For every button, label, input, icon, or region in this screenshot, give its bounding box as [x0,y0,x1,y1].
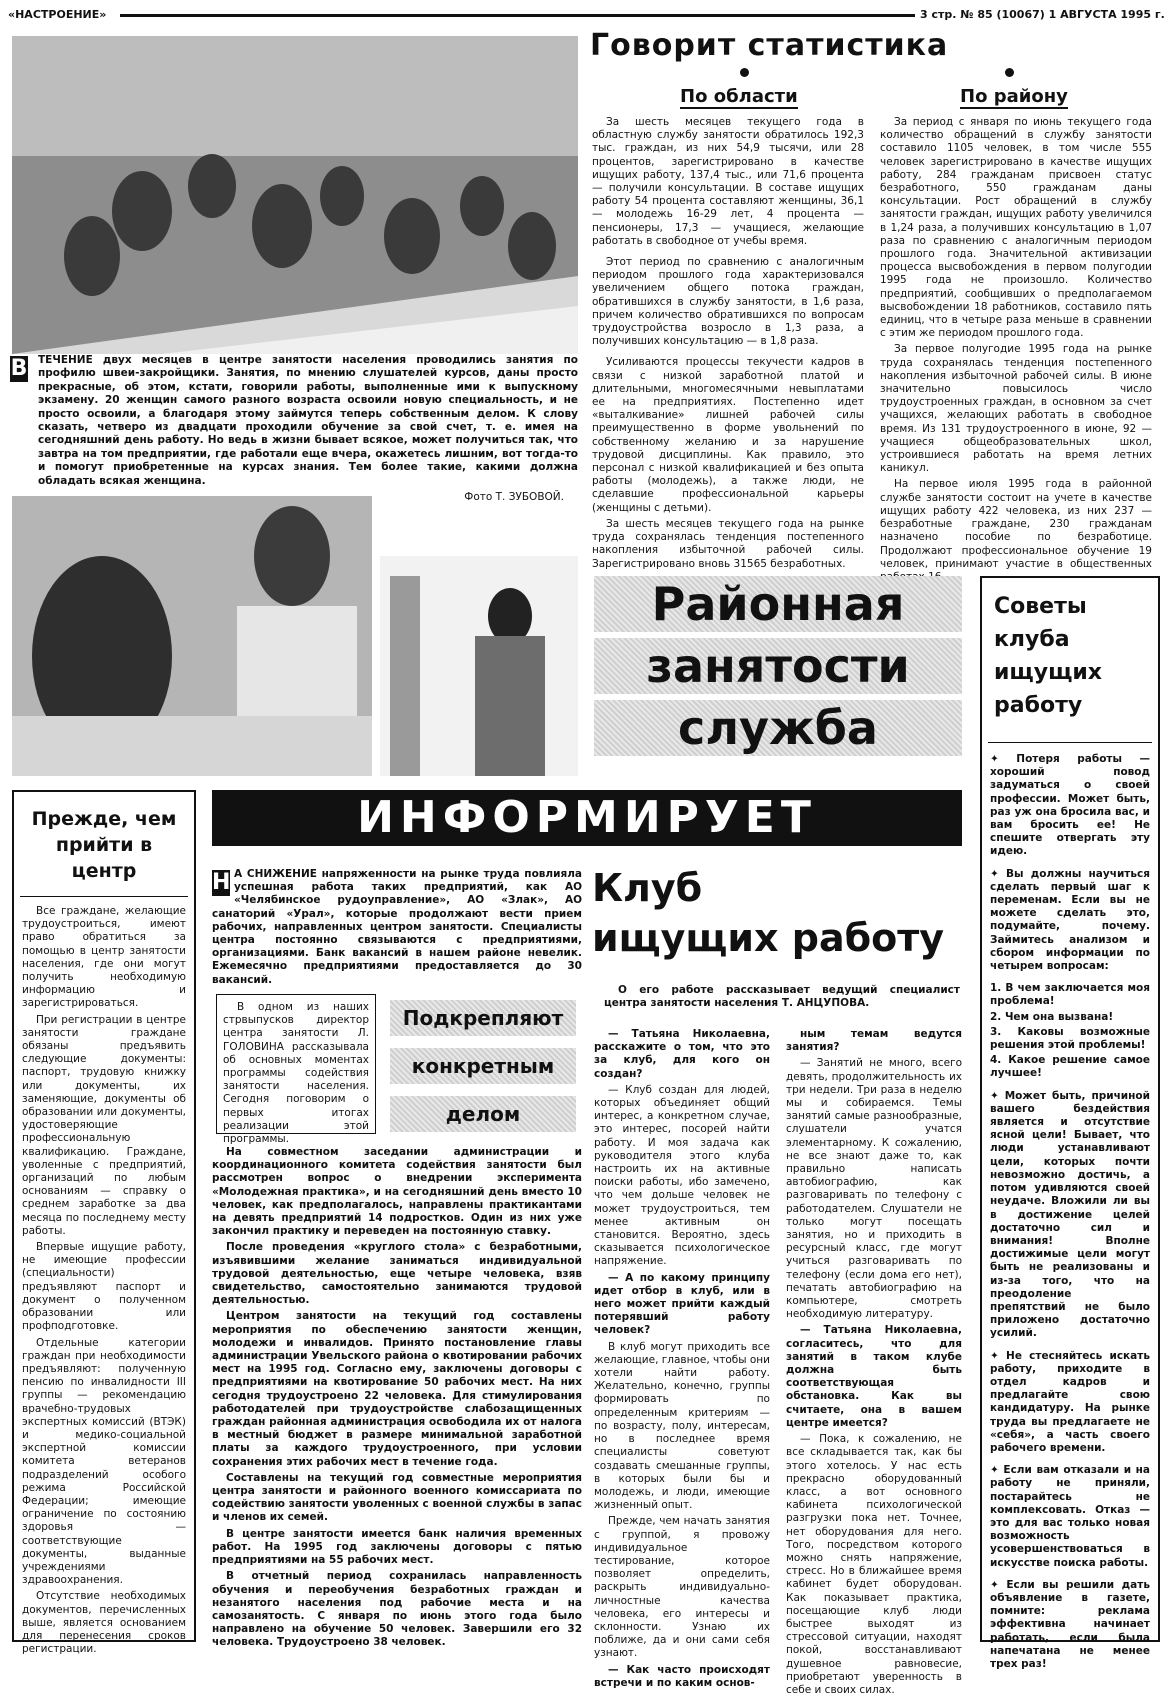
banner-line-2: занятости [594,638,962,694]
advice-question-4: 4. Какое решение самое лучшее! [990,1054,1150,1080]
left-column-title: Прежде, чем прийти в центр [31,808,177,882]
stats-oblast-heading: По области [680,86,798,107]
club-column-1 [594,1028,770,1693]
advice-item-5: ✦ Если вам отказали и на работу не приняли, постарайтесь не комплексовать. Отказ — это для вас только новая возможность усовершенствоваться в искусстве поиска работы. [990,1464,1150,1569]
club-title-2: ищущих работу [592,916,945,960]
caption-text: ТЕЧЕНИЕ двух месяцев в центре занятости населения проводились занятия по профилю швеи-закройщики. Занятия, по мнению слушателей курсов, даны просто прекрасные, об этом, кстати, говорили работы, выполненные ими к выпускному экзамену. 20 женщин самого разного возраста освоили новую специальность, и не просто освоили, а благодаря этому займутся теперь собственным делом. К слову сказать, четверо из двадцати проходили обучение за свой счет, т. е. имея на сегодняшний день работу. Но ведь в жизни бывает всякое, может получиться так, что завтра на том предприятии, где работали еще вчера, окажетесь лишним, вот тогда-то и помогут приобретенные на курсах знания. Тем более такие, какими должна обладать всякая женщина. [38,354,578,487]
stats-oblast-p3: Усиливаются процессы текучести кадров в связи с низкой заработной платой и длительными, многомесячными невыплатами ее на предприятиях. Постепенно идет «выталкивание» лишней рабочей силы преимущественно в форме увольнений по собственному желанию и за нарушение трудовой дисциплины. Как правило, это персонал с низкой квалификацией и без опыта работы (молодежь), а также люди, не сделавшие профессиональной карьеры (женщины с детьми). [592,356,864,514]
caption-dropcap: В [10,356,28,381]
club-title-1: Клуб [592,866,703,910]
stats-oblast-p4: За шесть месяцев текущего года на рынке труда сохранялась тенденция постепенного накопления избыточной рабочей силы. Зарегистрировано вновь 31565 безработных. [592,517,864,570]
middle-lead: Н А СНИЖЕНИЕ напряженности на рынке труда повлияла успешная работа таких предприятий, как АО «Челябинское рудоуправление», АО «Злак», АО санаторий «Урал», которые продолжают вести прием рабочих, направленных центром занятости. Специалисты центра постоянно связываются с предприятиями, организациями. Банк вакансий в нашем районе невелик. Ежемесячно предприятиями предоставляется до 30 вакансий. [212,868,582,986]
advice-question-3: 3. Каковы возможные решения этой проблемы! [990,1025,1150,1052]
left-p4: Отдельные категории граждан при необходимости предъявляют: полученную пенсию по инвалидности III группы — рекомендацию врачебно-трудовых экспертных комиссий (ВТЭК) и медико-социальной экспертной комиссии комитета ветеранов подразделений особого режима Российской Федерации; имеющие ограничение по состоянию здоровья — соответствующие документы, выданные учреждениями здравоохранения. [22,1336,186,1587]
header-right: 3 стр. № 85 (10067) 1 АВГУСТА 1995 г. [920,8,1165,21]
header-left: «НАСТРОЕНИЕ» [8,8,107,21]
photo-office-left [12,496,372,776]
stats-oblast-p1: За шесть месяцев текущего года в областную службу занятости обратилось 192,3 тыс. граждан, из них 54,9 тысячи, или 28 процентов, зарегистрировано в качестве ищущих работу, 137,4 тыс., или 71,6 процента — получили консультации. В составе ищущих работу 54 процента составляют женщины, 36,1 — молодежь 16-29 лет, 4 процента — пенсионеры, 17,3 — учащиеся, желающие работать в свободное от учебы время. [592,116,864,247]
advice-item-6: ✦ Если вы решили дать объявление в газете, помните: реклама эффективна начинает работать, если была напечатана не менее трех раз! [990,1578,1150,1670]
left-p2: При регистрации в центре занятости граждане обязаны предъявить следующие документы: паспорт, трудовую книжку или документы, их заменяющие, документы об образовании или документы, удостоверяющие профессиональную квалификацию. Граждане, уволенные с предприятий, организаций по любым основаниям — справку о среднем заработке за два месяца по последнему месту работы. [22,1013,186,1237]
middle-p3: Центром занятости на текущий год составлены мероприятия по обеспечению занятости женщин, молодежи и инвалидов. Принято постановление главы администрации Увельского района о квотировании рабочих мест на 1995 год. Согласно ему, заключены договоры с предприятиями на квотирование 50 рабочих мест. На них сегодня трудоустроено 22 человека. Для стимулирования работодателей при трудоустройстве слабозащищенных граждан районная администрация освободила их от налога в местный бюджет в размере минимальной заработной платы за каждого трудоустроенного, при условии сохранения этих рабочих мест в течение года. [212,1310,582,1468]
photo-office-right [380,556,578,776]
header-rule [120,14,915,17]
middle-intro-box [216,994,376,1146]
stats-rayon-heading: По району [960,86,1068,107]
banner-line-3: служба [594,700,962,756]
bullet-dot [1005,68,1014,77]
club-paragraph: — Татьяна Николаевна, согласитесь, что для занятий в таком клубе должна быть соответствующая обстановка. Как вы считаете, она в вашем центре имеется? [786,1324,962,1429]
advice-item-2: ✦ Вы должны научиться сделать первый шаг к переменам. Если вы не можете сделать это, подумайте, почему. Займитесь анализом и сбором информации по четырем вопросам: [990,867,1150,973]
advice-item-4: ✦ Не стесняйтесь искать работу, приходите в отдел кадров и предлагайте свою кандидатуру. На рынке труда вы предлагаете не «себя», а часть своего рабочего времени. [990,1349,1150,1454]
stats-oblast-p2: Этот период по сравнению с аналогичным периодом прошлого года характеризовался увеличением общего потока граждан, обратившихся в службу занятости, в 1,6 раза, причем количество обратившихся по вопросам трудоустройства возросло в 1,3 раза, а получивших консультацию — в 1,8 раза. [592,256,864,348]
stats-rayon-p3: На первое июля 1995 года в районной службе занятости состоит на учете в качестве ищущих работу 422 человека, из них 237 — безработные граждане, 230 гражданам назначено пособие по безработице. Продолжают профессиональное обучение 19 человек, принимают участие в общественных [880,478,1152,570]
club-paragraph: В клуб могут приходить все желающие, главное, чтобы они хотели найти работу. Желательно, конечно, группы формировать по определенным критериям — по возрасту, полу, интересам, но в последнее время специалисты советуют создавать смешанные группы, в которых были бы и молодежь, и люди, имеющие жизненный опыт. [594,1340,770,1512]
middle-dropcap: Н [212,870,231,895]
club-paragraph: — Пока, к сожалению, не все складывается так, как бы этого хотелось. У нас есть прекрасно оборудованный класс, а вот основного кабинета психологической разгрузки пока нет. Точнее, нет оборудования для него. Того, посредством которого можно снять напряжение, стресс. Но в ближайшее время кабинет будет оборудован. Как показывает практика, посещающие клуб люди быстрее выходят из стрессовой ситуации, находят покой, восстанавливают душевное равновесие, приобретают уверенность в себе и своих силах. [786,1433,962,1696]
left-p3: Впервые ищущие работу, не имеющие профессии (специальности) предъявляют паспорт и документ о полученном образовании или профподготовке. [22,1241,186,1333]
club-paragraph: Прежде, чем начать занятия с группой, я провожу индивидуальное тестирование, которое позволяет определить, раскрыть индивидуально-личностные качества человека, его интересы и склонности. Узнаю их поближе, да и они сами себя узнают. [594,1515,770,1660]
middle-p4: Составлены на текущий год совместные мероприятия центра занятости и районного военного комиссариата по содействию занятости уволенных с военной службы в запас и членов их семей. [212,1471,582,1524]
photo-credit: Фото Т. ЗУБОВОЙ. [464,491,564,504]
stats-title: Говорит статистика [590,28,949,63]
middle-body [212,1146,582,1653]
banner-line-1: Районная [594,576,962,632]
club-paragraph: ным темам ведутся занятия? [786,1028,962,1054]
advice-box [980,576,1160,1670]
advice-question-2: 2. Чем она вызвана! [990,1010,1114,1023]
advice-question-1: 1. В чем заключается моя проблема! [990,982,1150,1008]
sub-heading-2: конкретным [390,1048,576,1084]
club-paragraph: — Клуб создан для людей, которых объединяет общий интерес, а конкретном случае, это интерес, посорей найти работу. И моя задача как руководителя этого клуба настроить их на активные поиски работы, ибо замечено, что чем дольше человек не может трудоустроиться, тем менее активным он становится. Вероятно, здесь сказывается психологическое напряжение. [594,1083,770,1268]
left-p1: Все граждане, желающие трудоустроиться, имеют право обратиться за помощью в центр занятости населения, где они могут получить необходимую информацию и зарегистрироваться. [22,905,186,1010]
advice-item-3: ✦ Может быть, причиной вашего бездействия является и отсутствие ясной цели! Бывает, что люди устанавливают цели, которых почти невозможно достичь, а потом удивляются своей неудаче. Вложили ли вы в достижение целей достаточно сил и внимания! Вполне достижимые цели могут быть не реализованы и из-за того, что на преодоление препятствий не было приложено достаточно усилий. [990,1089,1150,1340]
stats-rayon-column [880,116,1152,587]
middle-box-text: В одном из наших стрвыпусков директор центра занятости Л. ГОЛОВИНА рассказывала об основных моментах программы содействия занятости населения. Сегодня поговорим о первых итогах реализации этой программы. [223,1001,369,1146]
club-paragraph: — Занятий не много, всего девять, продолжительность их три недели. Три раза в неделю мы и собираемся. Темы занятий самые разнообразные, слушатели учатся элементарному. К сожалению, не все знают даже то, как правильно написать автобиографию, как разговаривать по телефону с работодателем. Слушатели не только могут посещать занятия, но и приходить в ресурсный класс, где могут учиться разговаривать по телефону (если дома его нет), печатать автобиографию на компьютере, смотреть необходимую литературу. [786,1057,962,1321]
middle-p6: В отчетный период сохранилась направленность обучения и переобучения безработных граждан и незанятого населения под рабочие места и на самозанятость. С января по июнь этого года было направлено на обучение 50 человек. Завершили его 32 человека. Трудоустроено 38 человек. [212,1570,582,1649]
middle-p5: В центре занятости имеется банк наличия временных работ. На 1995 год заключены договоры с пятью предприятиями на 55 рабочих мест. [212,1527,582,1567]
club-paragraph: — Татьяна Николаевна, расскажите о том, что это за клуб, для кого он создан? [594,1028,770,1080]
club-paragraph: — А по какому принципу идет отбор в клуб, или в него может прийти каждый потерявший работу человек? [594,1271,770,1337]
club-column-2 [786,1028,962,1700]
stats-rayon-p2: За первое полугодие 1995 года на рынке труда сохранялась тенденция постепенного накопления избыточной рабочей силы. В июне значительно повысилось число трудоустроенных граждан, в основном за счет учащихся, желающих работать в свободное время. Из 131 трудоустроенного в июне, 92 — учащиеся общеобразовательных школ, устроившиеся работать на время летних каникул. [880,343,1152,475]
advice-title: Советы клуба ищущих работу [994,594,1103,718]
banner-informs: ИНФОРМИРУЕТ [212,790,962,846]
stats-rayon-p1: За период с января по июнь текущего года количество обращений в службу занятости составило 1105 человек, в том числе 555 человек зарегистрировано в качестве ищущих работу, 284 гражданам присвоен статус безработного, 550 гражданам даны консультации. Рост обращений в службу занятости граждан, ищущих работу увеличился в 1,24 раза, а получивших консультацию в 1,07 раза по сравнению с аналогичным периодом прошлого года. Значительной активизации процесса высвобождения в первом полугодии 1995 года не произошло. Количество предприятий, сообщивших о предполагаемом высвобождении 18 работников, составило пять единиц, что в четыре раза меньше в сравнении с этим же периодом прошлого года. [880,116,1152,340]
middle-p2: После проведения «круглого стола» с безработными, изъявившими желание заниматься индивидуальной трудовой деятельностью, еще четыре человека, взяв свидетельство, самостоятельно занимаются трудовой деятельностью. [212,1241,582,1307]
photo-caption [10,354,578,504]
left-p5: Отсутствие необходимых документов, перечисленных выше, является основанием для перенесения сроков регистрации. [22,1590,186,1656]
bullet-dot [740,68,749,77]
club-paragraph: — Как часто происходят встречи и по каким основ- [594,1663,770,1689]
sub-heading-3: делом [390,1096,576,1132]
sub-heading-1: Подкрепляют [390,1000,576,1036]
middle-p1: На совместном заседании администрации и координационного комитета содействия занятости был рассмотрен вопрос о внедрении эксперимента «Молодежная практика», и на сегодняшний день вместо 10 человек, как предполагалось, направлены практикантами на девять предприятий 14 подростков. Один из них уже закончил практику и переведен на постоянную ставку. [212,1146,582,1238]
left-column-box [12,790,196,1656]
club-intro: О его работе рассказывает ведущий специалист центра занятости населения Т. АНЦУПОВА. [604,984,960,1009]
photo-classroom [12,36,578,354]
stats-oblast-column [592,116,864,574]
advice-item-1: ✦ Потеря работы — хороший повод задуматься о своей профессии. Может быть, раз уж она бросила вас, и вам бросить ее! Не спешите отвергать эту идею. [990,753,1150,858]
